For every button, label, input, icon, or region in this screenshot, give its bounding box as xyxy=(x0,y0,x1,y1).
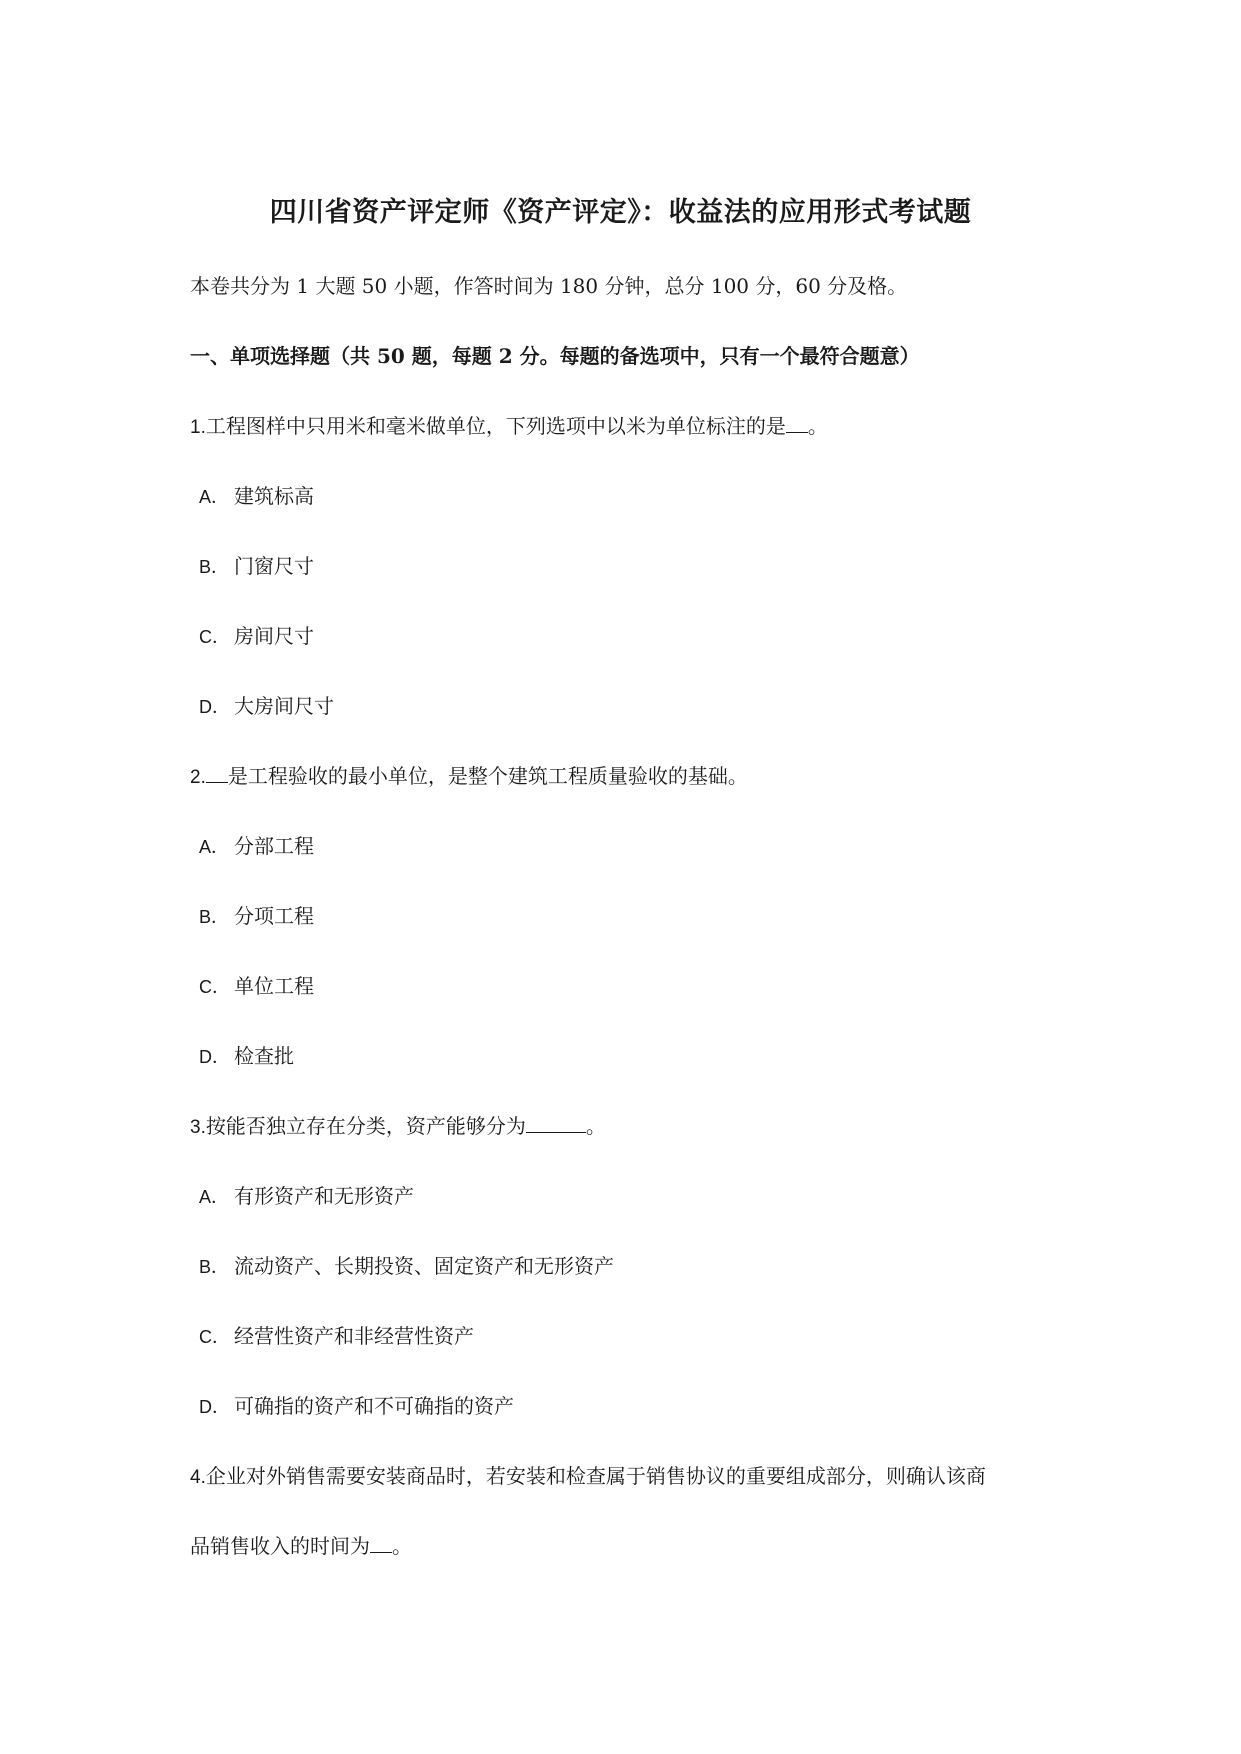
option-letter: B． xyxy=(199,907,230,927)
question-text: 品销售收入的时间为 xyxy=(190,1534,370,1558)
option-text: 检查批 xyxy=(234,1044,294,1068)
question-4-continued xyxy=(190,1532,412,1560)
option-text: 经营性资产和非经营性资产 xyxy=(234,1324,474,1348)
answer-blank xyxy=(206,764,228,783)
question-1-option-a xyxy=(199,482,314,511)
option-letter: C． xyxy=(199,1327,230,1347)
option-text: 房间尺寸 xyxy=(234,624,314,648)
question-4 xyxy=(190,1462,986,1492)
option-text: 有形资产和无形资产 xyxy=(234,1184,414,1208)
question-text-end: 。 xyxy=(807,414,828,438)
question-number: 1. xyxy=(190,417,206,438)
option-letter: C． xyxy=(199,627,230,647)
question-3 xyxy=(190,1112,606,1142)
option-letter: C． xyxy=(199,977,230,997)
question-3-option-c xyxy=(199,1322,474,1351)
option-letter: A． xyxy=(199,837,230,857)
question-1-option-d xyxy=(199,692,334,721)
option-text: 流动资产、长期投资、固定资产和无形资产 xyxy=(234,1254,614,1278)
question-2-option-d xyxy=(199,1042,294,1071)
question-text: 是工程验收的最小单位，是整个建筑工程质量验收的基础。 xyxy=(227,764,748,788)
exam-intro: 本卷共分为 1 大题 50 小题，作答时间为 180 分钟，总分 100 分，60 分及格。 xyxy=(190,274,908,298)
question-text-end: 。 xyxy=(585,1114,606,1138)
question-1-option-b xyxy=(199,552,314,581)
question-2-option-c xyxy=(199,972,314,1001)
option-letter: D． xyxy=(199,1397,230,1417)
question-text: 按能否独立存在分类，资产能够分为 xyxy=(205,1114,526,1138)
question-3-option-a xyxy=(199,1182,414,1211)
question-text: 工程图样中只用米和毫米做单位，下列选项中以米为单位标注的是 xyxy=(205,414,786,438)
option-text: 可确指的资产和不可确指的资产 xyxy=(234,1394,514,1418)
question-number: 4. xyxy=(190,1467,206,1488)
question-text-end: 。 xyxy=(392,1534,412,1558)
option-text: 分部工程 xyxy=(234,834,314,858)
question-2-option-a xyxy=(199,832,314,861)
option-text: 分项工程 xyxy=(234,904,314,928)
option-text: 大房间尺寸 xyxy=(234,694,334,718)
option-letter: D． xyxy=(199,697,230,717)
question-3-option-d xyxy=(199,1392,514,1421)
option-text: 建筑标高 xyxy=(234,484,314,508)
question-3-option-b xyxy=(199,1252,614,1281)
option-text: 单位工程 xyxy=(234,974,314,998)
option-letter: A． xyxy=(199,487,230,507)
question-1 xyxy=(190,412,828,442)
question-2 xyxy=(190,762,748,792)
question-number: 2. xyxy=(190,767,206,788)
option-letter: D． xyxy=(199,1047,230,1067)
answer-blank xyxy=(370,1534,392,1553)
option-letter: B． xyxy=(199,557,230,577)
question-text: 企业对外销售需要安装商品时，若安装和检查属于销售协议的重要组成部分，则确认该商 xyxy=(205,1464,986,1488)
document-title: 四川省资产评定师《资产评定》：收益法的应用形式考试题 xyxy=(269,197,972,228)
option-text: 门窗尺寸 xyxy=(234,554,314,578)
option-letter: B． xyxy=(199,1257,230,1277)
option-letter: A． xyxy=(199,1187,230,1207)
answer-blank xyxy=(526,1114,586,1133)
question-number: 3. xyxy=(190,1117,206,1138)
question-1-option-c xyxy=(199,622,314,651)
question-2-option-b xyxy=(199,902,314,931)
section-heading: 一、单项选择题（共 50 题，每题 2 分。每题的备选项中，只有一个最符合题意） xyxy=(190,344,920,368)
answer-blank xyxy=(786,414,808,433)
